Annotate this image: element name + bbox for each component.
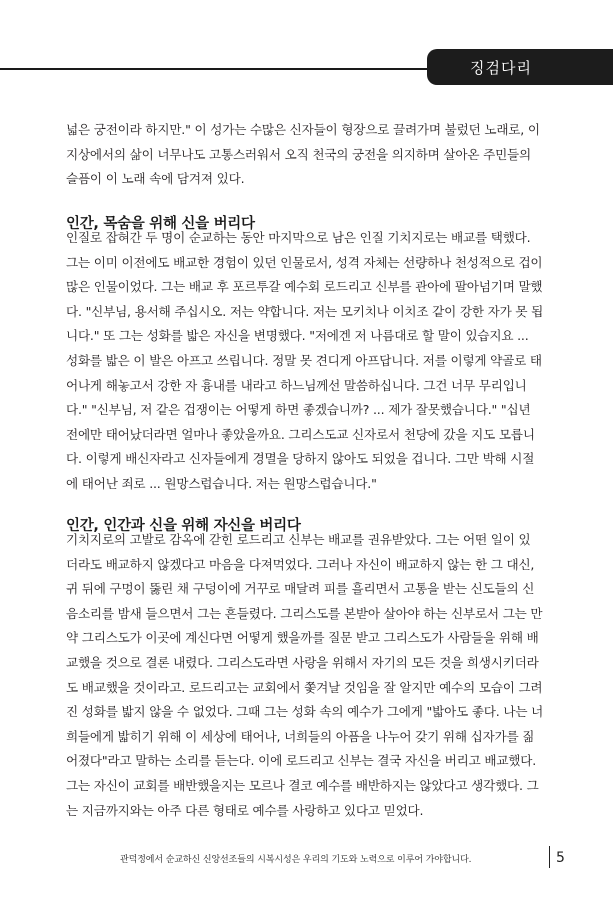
section2-heading: 인간, 인간과 신을 위해 자신을 버리다 (66, 518, 301, 534)
footer-divider (549, 846, 550, 868)
section-label: 징검다리 (470, 58, 532, 77)
section1-heading: 인간, 목숨을 위해 신을 버리다 (66, 216, 255, 232)
section2-body: 기치지로의 고발로 감옥에 갇힌 로드리고 신부는 배교를 권유받았다. 그는 어떤 일이 있 더라도 배교하지 않겠다고 마음을 다져먹었다. 그러나 자신이 배교하지 않는 한 그 대신, 귀 뒤에 구멍이 뚫린 채 구덩이에 거꾸로 매달려 피를 흘리면서 고통을 받는 신도들의 신 음소리를 밤새 들으면서 그는 흔들렸다. 그리스도를 본받아 살아야 하는 신부로서 그는 만 약 그리스도가 이곳에 계신다면 어떻게 했을까를 질문 받고 그리스도가 사람들을 위해 배 교했을 것으로 결론 내렸다. 그리스도라면 사랑을 위해서 자기의 모든 것을 희생시키더라 도 배교했을 것이라고. 로드리고는 교회에서 쫓겨날 것임을 잘 알지만 예수의 모습이 그려 진 성화를 밟지 않을 수 없었다. 그때 그는 성화 속의 예수가 그에게 "밟아도 좋다. 나는 너 희들에게 밟히기 위해 이 세상에 태어나, 너희들의 아픔을 나누어 갖기 위해 십자가를 짊 어졌다"라고 말하는 소리를 듣는다. 이에 로드리고 신부는 결국 자신을 버리고 배교했다. 그는 자신이 교회를 배반했을지는 모르나 결코 예수를 배반하지는 않았다고 생각했다. 그 는 지금까지와는 아주 다른 형태로 예수를 사랑하고 있다고 믿었다. (66, 532, 544, 818)
section-tab (427, 49, 613, 85)
section1-body: 인질로 잡혀간 두 명이 순교하는 동안 마지막으로 남은 인질 기치지로는 배교를 택했다. 그는 이미 이전에도 배교한 경험이 있던 인물로서, 성격 자체는 선량하나 천성적으로 겁이 많은 인물이었다. 그는 배교 후 포르투갈 예수회 로드리고 신부를 관아에 팔아넘기며 말했 다. "신부님, 용서해 주십시오. 저는 약합니다. 저는 모키치나 이치조 같이 강한 자가 못 됩 니다." 또 그는 성화를 밟은 자신을 변명했다. "저에겐 저 나름대로 할 말이 있습지요 ... 성화를 밟은 이 발은 아프고 쓰립니다. 정말 못 견디게 아프답니다. 저를 이렇게 약골로 태 어나게 해놓고서 강한 자 흉내를 내라고 하느님께선 말씀하십니다. 그건 너무 무리입니 다." "신부님, 저 같은 겁쟁이는 어떻게 하면 좋겠습니까? ... 제가 잘못했습니다." "십년 전에만 태어났더라면 얼마나 좋았을까요. 그리스도교 신자로서 천당에 갔을 지도 모릅니 다. 이렇게 배신자라고 신자들에게 경멸을 당하지 않아도 되었을 겁니다. 그만 박해 시절 에 태어난 죄로 ... 원망스럽습니다. 저는 원망스럽습니다." (66, 230, 544, 491)
page-number: 5 (556, 850, 565, 866)
intro-paragraph: 넓은 궁전이라 하지만." 이 성가는 수많은 신자들이 형장으로 끌려가며 불렀던 노래로, 이 지상에서의 삶이 너무나도 고통스러워서 오직 천국의 궁전을 의지하며 살아온 주민들의 슬픔이 이 노래 속에 담겨져 있다. (66, 122, 540, 187)
footer-tagline: 관덕정에서 순교하신 신앙선조들의 시복시성은 우리의 기도와 노력으로 이루어 가야합니다. (120, 855, 472, 865)
